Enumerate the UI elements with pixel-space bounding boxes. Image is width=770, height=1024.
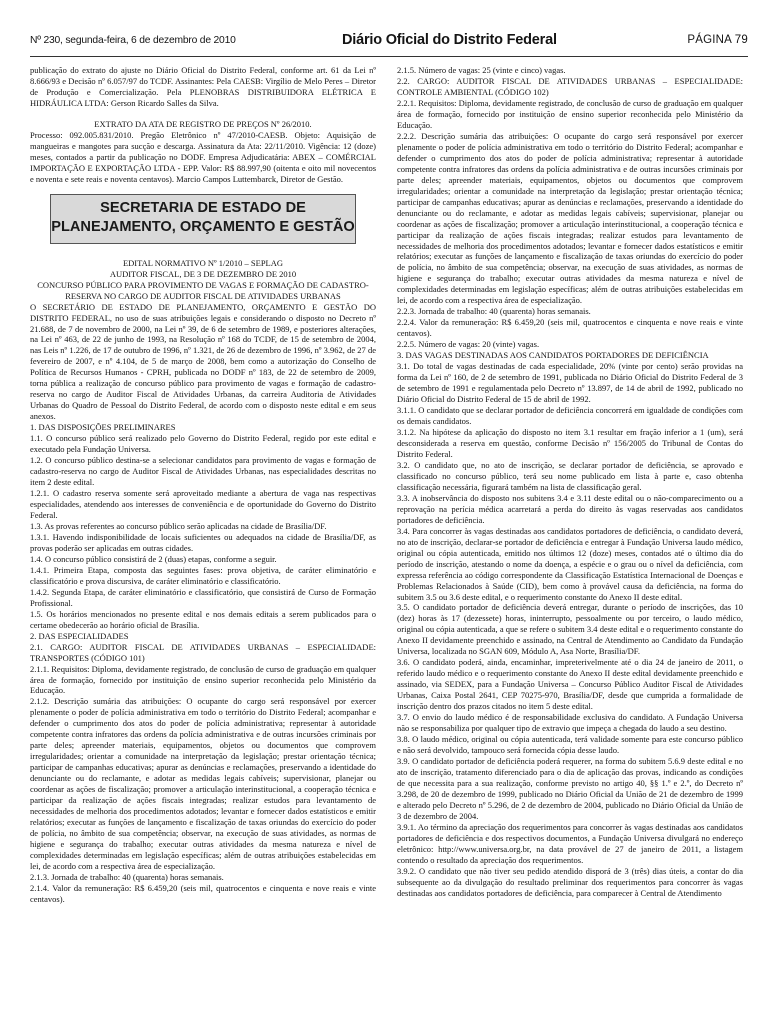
right-column [397, 65, 743, 899]
extrato-title: EXTRATO DA ATA DE REGISTRO DE PREÇOS Nº 26/2010. [94, 118, 312, 129]
paragraph: 3.7. O envio do laudo médico é de responsabilidade exclusiva do candidato. A Fundação Universa não se responsabiliza por qualquer tipo de extravio que impeça a chegada do laudo a seu destino. [397, 712, 743, 734]
paragraph: 3.5. O candidato portador de deficiência deverá entregar, durante o período de inscrições, das 10 (dez) horas às 17 (dezessete) horas, ininterrupto, pessoalmente ou por terceiro, o laudo médico, original ou cópia autenticada, a que se refere o subitem 3.4 deste edital e o requerimento constante do Anexo II devidamente preenchido e assinado, na Central de Atendimento ao Candidato da Fundação Universa, localizada no SGAN 609, Módulo A, Asa Norte, Brasília/DF. [397, 602, 743, 657]
paragraph: 2.2.3. Jornada de trabalho: 40 (quarenta) horas semanais. [397, 306, 591, 317]
secretaria-banner [50, 194, 356, 244]
paragraph: 2.1.3. Jornada de trabalho: 40 (quarenta) horas semanais. [30, 871, 224, 882]
paragraph: 2. DAS ESPECIALIDADES [30, 630, 129, 641]
paragraph: 1.2.1. O cadastro reserva somente será aproveitado mediante a abertura de vaga nas respectivas especialidades, atendendo aos interesses de conveniência e de oportunidade do Governo do Distrito Federal. [30, 488, 376, 520]
edital-subtitle: AUDITOR FISCAL, DE 3 DE DEZEMBRO DE 2010 [109, 268, 297, 279]
issue-date: Nº 230, segunda-feira, 6 de dezembro de 2010 [30, 35, 236, 46]
paragraph: 2.2.4. Valor da remuneração: R$ 6.459,20 (seis mil, quatrocentos e cinquenta e nove reais e vinte centavos). [397, 317, 743, 339]
paragraph: 2.1.5. Número de vagas: 25 (vinte e cinco) vagas. [397, 65, 566, 75]
page-header [30, 34, 748, 52]
paragraph: 1.3.1. Havendo indisponibilidade de locais suficientes ou adequados na cidade de Brasília/DF, as provas poderão ser aplicadas em outras cidades. [30, 531, 376, 553]
paragraph: 3.9. O candidato portador de deficiência poderá requerer, na forma do subitem 5.6.9 deste edital e no ato de inscrição, tratamento diferenciado para o dia de aplicação das provas, indicando as condições de que necessita para a sua realização, conforme previsto no artigo 40, §§ 1.º e 2.º, do Decreto nº 3.298, de 20 de dezembro de 1999, publicado no Diário Oficial da União de 21 de dezembro de 1999 e alterado pelo Decreto nº 5.296, de 2 de dezembro de 2004, publicado no Diário Oficial da União de 3 de dezembro de 2004. [397, 756, 743, 821]
paragraph: 3.8. O laudo médico, original ou cópia autenticada, terá validade somente para este concurso público e não será devolvido, tampouco será fornecida cópia desse laudo. [397, 734, 743, 756]
right-body [397, 65, 743, 899]
paragraph: 3.3. A inobservância do disposto nos subitens 3.4 e 3.11 deste edital ou o não-comparecimento ou a reprovação na perícia médica acarretará a perda do direito às vagas reservadas aos candidatos portadores de deficiência. [397, 492, 743, 525]
secretaria-line-2: PLANEJAMENTO, ORÇAMENTO E GESTÃO [51, 218, 355, 235]
paragraph: 2.2.2. Descrição sumária das atribuições: O ocupante do cargo será responsável por exercer plenamente o poder de polícia administrativa em todo o território do Distrito Federal; acompanhar e defender o cumprimento dos atos do poder de polícia administrativa; representar à autoridade competente contra infratores das ordens da polícia administrativa e de outras incursões criminais por parte deles; apreender materiais, equipamentos, objetos ou documentos que comprovem irregularidades; orientar a comunidade na interpretação da legislação; prestar orientação técnica; participar de campanhas educativas; apurar as denúncias e reclamações, preservando a identidade do denunciante ou do reclamante, e adotar as medidas legais cabíveis; supervisionar, planejar ou coordenar as ações de fiscalização; promover a articulação interinstitucional, a cooperação técnica e participar da realização de ações fiscais integradas; realizar estudos para levantamento de necessidades de melhoria dos procedimentos adotados; levantar e fornecer dados estatísticos e emitir relatórios; executar as funções de lançamento e fiscalização de taxas oriundas do exercício do poder de polícia, no âmbito de sua competência; observar, na execução de suas atividades, as normas de higiene e segurança do trabalho; executar outras atividades da mesma natureza e nível de complexidades determinadas em legislação específicas; além de outras atribuições estabelecidas em lei, de acordo com a respectiva área de especialização. [397, 130, 743, 306]
paragraph: 1.4. O concurso público consistirá de 2 (duas) etapas, conforme a seguir. [30, 553, 277, 564]
extrato-body: Processo: 092.005.831/2010. Pregão Eletrônico nº 47/2010-CAESB. Objeto: Aquisição de mangueiras e mangotes para sucção e descarga. Assinatura da Ata: 22/11/2010. Vigência: 12 (doze) meses, contados a partir da publicação no DODF. Empresa Adjudicatária: ABEX – COMÉRCIAL IMPORTAÇÃO E EXPORTAÇÃO LTDA - EPP. Valor: R$ 88.997,90 (oitenta e oito mil novecentos e noventa e sete reais e noventa centavos). Marcio Campos Luttembarck, Diretor de Gestão. [30, 129, 376, 184]
paragraph: 1.4.1. Primeira Etapa, composta das seguintes fases: prova objetiva, de caráter eliminatório e classificatório e prova discursiva, de caráter eliminatório e classificatório. [30, 564, 376, 586]
paragraph: 1.2. O concurso público destina-se a selecionar candidatos para provimento de vagas e formação de cadastro-reserva no cargo de Auditor Fiscal de Atividades Urbanas, nas especialidades descritas no item 2 deste edital. [30, 455, 376, 488]
paragraph: 1.5. Os horários mencionados no presente edital e nos demais editais a serem publicados para o certame obedecerão ao horário oficial de Brasília. [30, 608, 376, 630]
paragraph: 3.4. Para concorrer às vagas destinadas aos candidatos portadores de deficiência, o candidato deverá, no ato de inscrição, declarar-se portador de deficiência e entregar à Fundação Universa laudo médico, original ou cópia autenticada, emitido nos últimos 12 (doze) meses, contados até o último dia do período de inscrição, atestando o nome da doença, a espécie e o grau ou o nível da deficiência, com expressa referência ao código correspondente da Classificação Estatística Internacional de Doenças e Problemas Relacionados à Saúde (CID), bem como à provável causa da deficiência, na forma do subitem 3.5 ou 3.6 deste edital, e o requerimento constante do Anexo II deste edital. [397, 525, 743, 602]
page-number: PÁGINA 79 [687, 34, 748, 46]
secretaria-line-1: SECRETARIA DE ESTADO DE [100, 199, 306, 216]
paragraph: 1.1. O concurso público será realizado pelo Governo do Distrito Federal, regido por este edital e executado pela Fundação Universa. [30, 433, 376, 455]
paragraph: O SECRETÁRIO DE ESTADO DE PLANEJAMENTO, ORÇAMENTO E GESTÃO DO DISTRITO FEDERAL, no uso de suas atribuições legais e considerando o disposto no Decreto nº 21.688, de 7 de novembro de 2000, na Lei nº 39, de 6 de setembro de 1989, e posteriores alterações, na Lei nº 463, de 22 de junho de 1993, na Resolução nº 168 do TCDF, de 15 de setembro de 2004, nas Leis nº 1.226, de 17 de outubro de 1996, nº 1.321, de 26 de dezembro de 1996, nº 3.962, de 27 de fevereiro de 2007, e nº 4.104, de 5 de março de 2008, bem como a autorização do Conselho de Política de Recursos Humanos - CPRH, publicada no DODF nº 183, de 22 de setembro de 2009, torna pública a realização de concurso público para provimento de vagas e formação de cadastro-reserva no cargo de Auditor Fiscal de Atividades Urbanas, da carreira Auditoria de Atividades Urbanas do Quadro de Pessoal do Distrito Federal, de acordo com o disposto neste edital e em seus anexos. [30, 301, 376, 422]
left-column [30, 65, 376, 905]
paragraph: 3.1.1. O candidato que se declarar portador de deficiência concorrerá em igualdade de condições com os demais candidatos. [397, 405, 743, 426]
paragraph: 2.1.4. Valor da remuneração: R$ 6.459,20 (seis mil, quatrocentos e cinquenta e nove reais e vinte centavos). [30, 882, 376, 904]
header-rule [30, 56, 748, 57]
paragraph: 2.1.1. Requisitos: Diploma, devidamente registrado, de conclusão de curso de graduação em qualquer área de formação, fornecido por instituição de ensino superior reconhecida pelo Ministério da Educação. [30, 663, 376, 696]
paragraph: 3.1. Do total de vagas destinadas de cada especialidade, 20% (vinte por cento) serão providas na forma da Lei nº 160, de 2 de setembro de 1991, publicada no Diário Oficial do Distrito Federal de 3 de setembro de 1991 e regulamentada pelo Decreto nº 13.897, de 14 de abril de 1992, publicado no Diário Oficial do Distrito Federal de 15 de abril de 1992. [397, 361, 743, 405]
paragraph: 3. DAS VAGAS DESTINADAS AOS CANDIDATOS PORTADORES DE DEFICIÊNCIA [397, 350, 709, 361]
edital-subject: CONCURSO PÚBLICO PARA PROVIMENTO DE VAGAS E FORMAÇÃO DE CADASTRO-RESERVA NO CARGO DE AUDITOR FISCAL DE ATIVIDADES URBANAS [37, 279, 369, 301]
paragraph: 2.1.2. Descrição sumária das atribuições: O ocupante do cargo será responsável por exercer plenamente o poder de polícia administrativa em todo o território do Distrito Federal; acompanhar e defender o cumprimento dos atos do poder de polícia administrativa; representar à autoridade competente contra infratores das ordens da polícia administrativa e de outras incursões criminais por parte deles; apreender materiais, equipamentos, objetos ou documentos que comprovem irregularidades; orientar a comunidade na interpretação da legislação; prestar orientação técnica; participar de campanhas educativas; apurar as denúncias e reclamações, preservando a identidade do denunciante ou do reclamante, e adotar as medidas legais cabíveis; supervisionar, planejar ou coordenar as ações de fiscalização; promover a articulação interinstitucional, a cooperação técnica e participar da realização de ações fiscais integradas; realizar estudos para levantamento de necessidades de melhoria dos procedimentos adotados; levantar e fornecer dados estatísticos e emitir relatórios; executar as funções de lançamento e fiscalização de taxas oriundas do exercício do poder de polícia, no âmbito de sua competência; observar, na execução de suas atividades, as normas de higiene e segurança do trabalho; executar outras atividades da mesma natureza e nível de complexidades determinadas em legislação específicas; além de outras atribuições estabelecidas em lei, de acordo com a respectiva área de especialização. [30, 696, 376, 871]
paragraph: publicação do extrato do ajuste no Diário Oficial do Distrito Federal, conforme art. 61 da Lei nº 8.666/93 e Decisão nº 6.057/97 do TCDF. Assinantes: Pela CAESB: Virgílio de Melo Peres – Diretor de Produção e Comercialização. Pela PLENOBRAS DISTRIBUIDORA ELÉTRICA E HIDRÁULICA LTDA: Gerson Ricardo Salles da Silva. [30, 65, 376, 108]
paragraph: 1.3. As provas referentes ao concurso público serão aplicadas na cidade de Brasília/DF. [30, 520, 327, 531]
publication-title: Diário Oficial do Distrito Federal [342, 32, 557, 48]
paragraph: 3.9.1. Ao término da apreciação dos requerimentos para concorrer às vagas destinadas aos candidatos portadores de deficiência e dos respectivos documentos, a Fundação Universa divulgará no endereço eletrônico: http://www.universa.org.br, na data provável de 27 de janeiro de 2011, a listagem contendo o resultado da apreciação dos requerimentos. [397, 821, 743, 865]
paragraph: 1.4.2. Segunda Etapa, de caráter eliminatório e classificatório, que consistirá de Curso de Formação Profissional. [30, 586, 376, 608]
paragraph: 3.1.2. Na hipótese da aplicação do disposto no item 3.1 resultar em fração inferior a 1 (um), será desconsiderada a reserva em questão, conforme Decisão nº 156/2005 do Tribunal de Contas do Distrito Federal. [397, 426, 743, 459]
edital-title: EDITAL NORMATIVO Nº 1/2010 – SEPLAG [122, 257, 284, 268]
paragraph: 3.6. O candidato poderá, ainda, encaminhar, impreterivelmente até o dia 24 de janeiro de 2011, o referido laudo médico e o requerimento constante do Anexo II deste edital devidamente preenchido e assinado, via SEDEX, para a Fundação Universa – Concurso Público Auditor Fiscal de Atividades Urbanas, Caixa Postal 2641, CEP 70275-970, Brasília/DF, desde que cumprida a formalidade de inscrição dentro dos prazos citados no item 5 deste edital. [397, 657, 743, 712]
paragraph: 3.2. O candidato que, no ato de inscrição, se declarar portador de deficiência, se aprovado e classificado no concurso público, terá seu nome publicado em lista à parte e, caso obtenha classificação necessária, figurará também na lista de classificação geral. [397, 459, 743, 492]
paragraph: 3.9.2. O candidato que não tiver seu pedido atendido disporá de 3 (três) dias úteis, a contar do dia subsequente ao da divulgação do resultado preliminar dos requerimentos para concorrer às vagas destinadas aos candidatos portadores de deficiência, para comparecer à Central de Atendimento [397, 865, 743, 898]
paragraph: 2.2.1. Requisitos: Diploma, devidamente registrado, de conclusão de curso de graduação em qualquer área de formação, fornecido por instituição de ensino superior reconhecida pelo Ministério da Educação. [397, 97, 743, 130]
left-body [30, 302, 376, 905]
paragraph: 1. DAS DISPOSIÇÕES PRELIMINARES [30, 422, 176, 433]
paragraph: 2.2.5. Número de vagas: 20 (vinte) vagas. [397, 339, 540, 350]
paragraph: 2.2. CARGO: AUDITOR FISCAL DE ATIVIDADES URBANAS – ESPECIALIDADE: CONTROLE AMBIENTAL (CÓDIGO 102) [397, 75, 743, 97]
paragraph: 2.1. CARGO: AUDITOR FISCAL DE ATIVIDADES URBANAS – ESPECIALIDADE: TRANSPORTES (CÓDIGO 101) [30, 641, 376, 663]
